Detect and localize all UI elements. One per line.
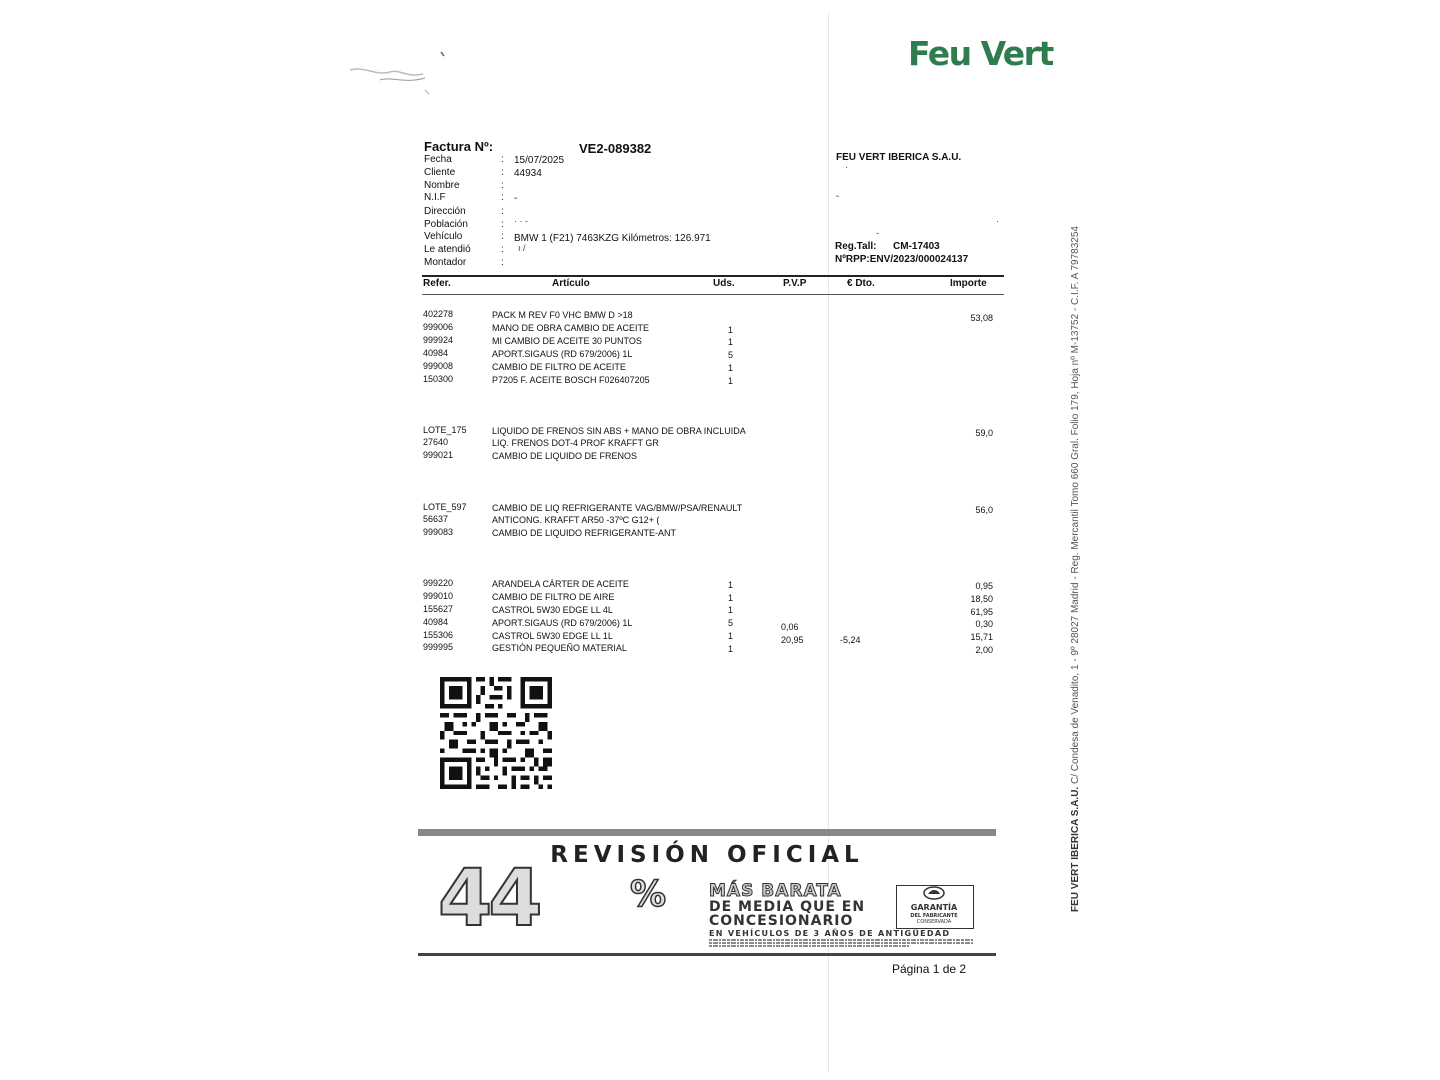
cell-importe: 15,71 <box>970 632 993 642</box>
cell-ref: 150300 <box>423 374 454 384</box>
redaction-mark: · <box>845 162 848 172</box>
cell-articulo: ANTICONG. KRAFFT AR50 -37ºC G12+ ( <box>492 515 660 525</box>
field-label-fecha: Fecha <box>424 154 452 165</box>
cell-ref: 999006 <box>423 322 454 332</box>
cell-uds: 5 <box>728 618 734 628</box>
cell-ref: 27640 <box>423 437 449 447</box>
cell-articulo: CAMBIO DE LIQ REFRIGERANTE VAG/BMW/PSA/RENAULT <box>492 503 743 513</box>
field-label-vehiculo: Vehículo <box>424 231 463 242</box>
field-label-montador: Montador <box>424 257 467 268</box>
field-label-cliente: Cliente <box>424 167 456 178</box>
cell-ref: 999924 <box>423 335 454 345</box>
cell-articulo: MI CAMBIO DE ACEITE 30 PUNTOS <box>492 336 642 346</box>
banner-big-number: 44 <box>438 854 539 944</box>
banner-percent: % <box>630 874 667 915</box>
legal-sidebar-text <box>1070 226 1081 912</box>
field-label-poblacion: Población <box>424 219 468 230</box>
redaction-mark: ˵ <box>836 190 839 200</box>
cell-ref: 56637 <box>423 514 449 524</box>
reg-tall-label: Reg.Tall: <box>835 241 877 252</box>
col-header-pvp: P.V.P <box>783 278 807 289</box>
cell-ref: 999010 <box>423 591 454 601</box>
redaction-mark: ı / <box>518 243 526 253</box>
redaction-mark: · · - <box>514 216 528 226</box>
banner-fine-print <box>709 938 974 947</box>
field-colon: : <box>501 154 504 165</box>
field-colon: : <box>501 206 504 217</box>
cell-ref: 999995 <box>423 642 454 652</box>
cell-importe: 0,95 <box>975 581 993 591</box>
cell-uds: 1 <box>728 363 734 373</box>
field-colon: : <box>501 192 504 203</box>
banner-line-3: CONCESIONARIO <box>709 913 854 929</box>
cell-importe: 0,30 <box>975 619 993 629</box>
col-header-ref: Refer. <box>423 278 451 289</box>
cell-uds: 1 <box>728 376 734 386</box>
banner-bottom-rule <box>418 953 996 956</box>
cell-articulo: P7205 F. ACEITE BOSCH F026407205 <box>492 375 650 385</box>
col-header-importe: Importe <box>950 278 987 289</box>
cell-ref: 40984 <box>423 617 449 627</box>
cell-uds: 1 <box>728 644 734 654</box>
field-label-nif: N.I.F <box>424 192 446 203</box>
cell-importe: 53,08 <box>970 313 993 323</box>
cell-ref: 40984 <box>423 348 449 358</box>
cell-articulo: CAMBIO DE FILTRO DE ACEITE <box>492 362 626 372</box>
cell-uds: 5 <box>728 350 734 360</box>
col-header-dto: € Dto. <box>847 278 875 289</box>
cell-articulo: GESTIÓN PEQUEÑO MATERIAL <box>492 643 627 653</box>
cell-articulo: CAMBIO DE FILTRO DE AIRE <box>492 592 615 602</box>
cell-articulo: APORT.SIGAUS (RD 679/2006) 1L <box>492 618 633 628</box>
car-circle-icon <box>922 886 946 900</box>
cell-uds: 1 <box>728 631 734 641</box>
badge-title: GARANTÍA <box>910 903 958 912</box>
col-header-articulo: Artículo <box>552 278 590 289</box>
cell-uds: 1 <box>728 593 734 603</box>
cell-ref: 999021 <box>423 450 454 460</box>
cell-importe: 61,95 <box>970 607 993 617</box>
cell-ref: 999083 <box>423 527 454 537</box>
redaction-mark: - <box>876 228 879 238</box>
cell-dto: -5,24 <box>840 635 861 645</box>
cell-uds: 1 <box>728 337 734 347</box>
cell-articulo: CAMBIO DE LIQUIDO DE FRENOS <box>492 451 638 461</box>
cell-articulo: MANO DE OBRA CAMBIO DE ACEITE <box>492 323 650 333</box>
cell-uds: 1 <box>728 325 734 335</box>
cell-importe: 18,50 <box>970 594 993 604</box>
cell-importe: 56,0 <box>975 505 993 515</box>
page-number: Página 1 de 2 <box>892 962 967 976</box>
company-name: FEU VERT IBERICA S.A.U. <box>836 152 962 163</box>
cell-articulo: CAMBIO DE LIQUIDO REFRIGERANTE-ANT <box>492 528 677 538</box>
cell-articulo: LIQ. FRENOS DOT-4 PROF KRAFFT GR <box>492 438 659 448</box>
invoice-number: VE2-089382 <box>579 141 652 156</box>
field-colon: : <box>501 180 504 191</box>
rpp-number: NºRPP:ENV/2023/000024137 <box>835 254 969 265</box>
reg-tall-value: CM-17403 <box>893 241 940 252</box>
field-label-direccion: Dirección <box>424 206 466 217</box>
cell-ref: 999008 <box>423 361 454 371</box>
handwritten-scribble <box>345 48 455 98</box>
cell-ref: LOTE_597 <box>423 502 467 512</box>
qr-code <box>440 677 552 789</box>
field-colon: : <box>501 244 504 255</box>
banner-top-rule <box>418 829 996 836</box>
table-header-underline <box>422 294 1004 295</box>
field-label-atendio: Le atendió <box>424 244 471 255</box>
cell-articulo: ARANDELA CÁRTER DE ACEITE <box>492 579 629 589</box>
col-header-uds: Uds. <box>713 278 735 289</box>
field-colon: : <box>501 167 504 178</box>
badge-subtitle: DEL FABRICANTE <box>910 913 958 919</box>
invoice-number-label: Factura Nº: <box>424 139 494 154</box>
legal-company: FEU VERT IBERICA S.A.U. <box>1070 786 1081 912</box>
cell-uds: 1 <box>728 580 734 590</box>
cell-ref: LOTE_175 <box>423 425 467 435</box>
cell-ref: 402278 <box>423 309 454 319</box>
feu-vert-logo: Feu Vert <box>908 34 1053 73</box>
field-value-vehiculo: BMW 1 (F21) 7463KZG Kilómetros: 126.971 <box>514 233 711 244</box>
badge-caption: CONSERVADA <box>916 919 952 925</box>
field-value-nif: - <box>514 193 518 204</box>
redaction-mark: · <box>996 216 999 226</box>
table-header-rule <box>422 275 1004 277</box>
field-colon: : <box>501 219 504 230</box>
cell-articulo: CASTROL 5W30 EDGE LL 4L <box>492 605 613 615</box>
cell-uds: 1 <box>728 605 734 615</box>
field-value-fecha: 15/07/2025 <box>514 155 565 166</box>
cell-ref: 155627 <box>423 604 454 614</box>
banner-line-2: DE MEDIA QUE EN <box>709 899 866 915</box>
cell-pvp: 20,95 <box>781 635 804 645</box>
field-colon: : <box>501 257 504 268</box>
cell-ref: 999220 <box>423 578 454 588</box>
cell-ref: 155306 <box>423 630 454 640</box>
field-colon: : <box>501 231 504 242</box>
banner-title: REVISIÓN OFICIAL <box>550 842 864 868</box>
cell-pvp: 0,06 <box>781 622 799 632</box>
banner-line-4: EN VEHÍCULOS DE 3 AÑOS DE ANTIGÜEDAD <box>709 929 951 938</box>
banner-line-1: MÁS BARATA <box>709 881 842 901</box>
legal-address: C/ Condesa de Venadito, 1 - 9º 28027 Madrid - Reg. Mercantil Tomo 660 Gral. Folio 179, Hoja nº M-13752 - C.I.F. A 79783254 <box>1070 226 1081 787</box>
cell-articulo: APORT.SIGAUS (RD 679/2006) 1L <box>492 349 633 359</box>
cell-articulo: PACK M REV F0 VHC BMW D >18 <box>492 310 633 320</box>
cell-importe: 59,0 <box>975 428 993 438</box>
cell-importe: 2,00 <box>975 645 993 655</box>
cell-articulo: LIQUIDO DE FRENOS SIN ABS + MANO DE OBRA INCLUIDA <box>492 426 746 436</box>
cell-articulo: CASTROL 5W30 EDGE LL 1L <box>492 631 613 641</box>
field-label-nombre: Nombre <box>424 180 460 191</box>
field-value-cliente: 44934 <box>514 168 542 179</box>
